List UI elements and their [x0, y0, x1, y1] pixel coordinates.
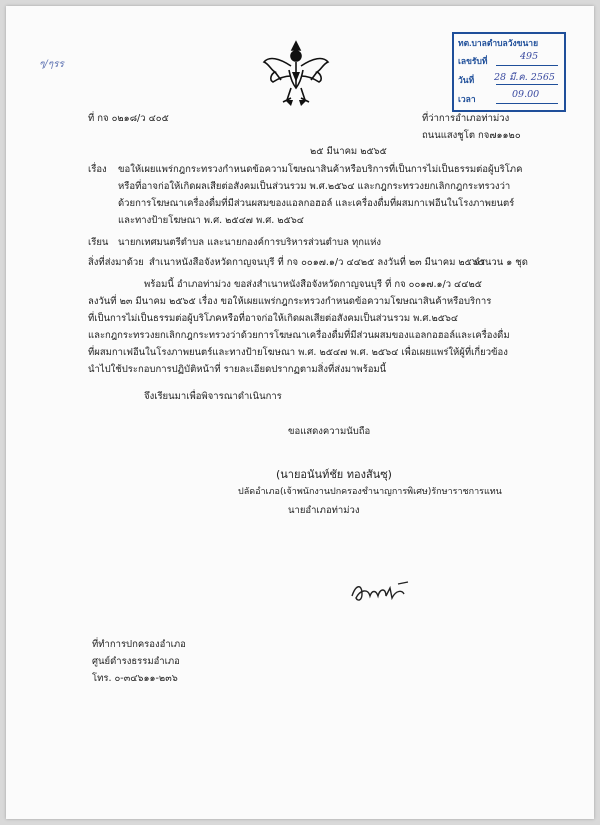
stamp-title: ทต.บาลตำบลวังขนาย	[458, 38, 539, 48]
subject-line: ขอให้เผยแพร่กฎกระทรวงกำหนดข้อความโฆษณาสินค้าหรือบริการที่เป็นการไม่เป็นธรรมต่อผู้บริโภค	[118, 164, 523, 175]
footer-unit: ศูนย์ดำรงธรรมอำเภอ	[92, 656, 180, 667]
enclosure-text: สำเนาหนังสือจังหวัดกาญจนบุรี ที่ กจ ๐๐๑๗.๑/ว ๔๔๒๕ ลงวันที่ ๒๓ มีนาคม ๒๕๖๕	[149, 257, 486, 268]
signature-icon	[348, 578, 418, 608]
sender-office: ที่ว่าการอำเภอท่าม่วง	[422, 113, 510, 124]
document-page	[6, 6, 594, 819]
signer-name: (นายอนันท์ชัย ทองสันซุ)	[276, 468, 392, 481]
to-text: นายกเทศมนตรีตำบล และนายกองค์การบริหารส่วนตำบล ทุกแห่ง	[118, 237, 382, 248]
subject-label: เรื่อง	[88, 164, 107, 175]
subject-line: หรือที่อาจก่อให้เกิดผลเสียต่อสังคมเป็นส่วนรวม พ.ศ.๒๕๖๔ และกฎกระทรวงยกเลิกกฎกระทรวงว่า	[118, 181, 511, 192]
signer-title: ปลัดอำเภอ(เจ้าพนักงานปกครองชำนาญการพิเศษ)รักษาราชการแทน	[238, 487, 502, 497]
subject-line: ด้วยการโฆษณาเครื่องดื่มที่มีส่วนผสมของแอลกอฮอล์ และเครื่องดื่มที่ผสมกาเฟอีนในโรงภาพยนตร์	[118, 198, 515, 209]
closing: ขอแสดงความนับถือ	[288, 426, 371, 437]
enclosure-count: จำนวน ๑ ชุด	[474, 257, 528, 268]
garuda-emblem-icon	[261, 36, 331, 111]
stamp-time-label: เวลา	[458, 94, 476, 104]
reference-number: ที่ กจ ๐๒๑๘/ว ๔๐๕	[88, 113, 169, 124]
footer-phone: โทร. ๐-๓๔๖๑๑-๒๓๖	[92, 673, 178, 684]
body-line: และกฎกระทรวงยกเลิกกฎกระทรวงว่าด้วยการโฆษณาเครื่องดื่มที่มีส่วนผสมของแอลกอฮอล์และเครื่องดื่ม	[88, 330, 510, 341]
handwritten-note: ๆ/ๆรร	[39, 59, 64, 70]
stamp-recv-value: 495	[520, 51, 539, 62]
body-line: ที่ผสมกาเฟอีนในโรงภาพยนตร์และทางป้ายโฆษณา พ.ศ. ๒๕๔๗ พ.ศ. ๒๕๖๔ เพื่อเผยแพร่ให้ผู้ที่เกี่ยวข้อง	[88, 347, 508, 358]
closing-request: จึงเรียนมาเพื่อพิจารณาดำเนินการ	[144, 391, 282, 402]
body-line: ที่เป็นการไม่เป็นธรรมต่อผู้บริโภคหรือที่อาจก่อให้เกิดผลเสียต่อสังคมเป็นส่วนรวม พ.ศ.๒๕๖๔	[88, 313, 459, 324]
body-line: นำไปใช้ประกอบการปฏิบัติหน้าที่ รายละเอียดปรากฏตามสิ่งที่ส่งมาพร้อมนี้	[88, 364, 387, 375]
stamp-date-value: 28 มี.ค. 2565	[494, 72, 555, 83]
stamp-time-value: 09.00	[512, 89, 540, 100]
subject-line: และทางป้ายโฆษณา พ.ศ. ๒๕๔๗ พ.ศ. ๒๕๖๔	[118, 215, 304, 226]
document-date: ๒๕ มีนาคม ๒๕๖๕	[310, 146, 387, 157]
stamp-date-label: วันที่	[458, 75, 475, 85]
enclosure-label: สิ่งที่ส่งมาด้วย	[88, 257, 144, 268]
stamp-recv-label: เลขรับที่	[458, 56, 488, 66]
body-line: ลงวันที่ ๒๓ มีนาคม ๒๕๖๕ เรื่อง ขอให้เผยแพร่กฎกระทรวงกำหนดข้อความโฆษณาสินค้าหรือบริการ	[88, 296, 492, 307]
body-line: พร้อมนี้ อำเภอท่าม่วง ขอส่งสำเนาหนังสือจังหวัดกาญจนบุรี ที่ กจ ๐๐๑๗.๑/ว ๔๔๒๕	[144, 279, 482, 290]
signer-title2: นายอำเภอท่าม่วง	[288, 505, 360, 516]
receipt-stamp	[452, 32, 566, 112]
sender-street: ถนนแสงชูโต กจ๗๑๑๒๐	[422, 130, 521, 141]
footer-office: ที่ทำการปกครองอำเภอ	[92, 639, 186, 650]
to-label: เรียน	[88, 237, 109, 248]
